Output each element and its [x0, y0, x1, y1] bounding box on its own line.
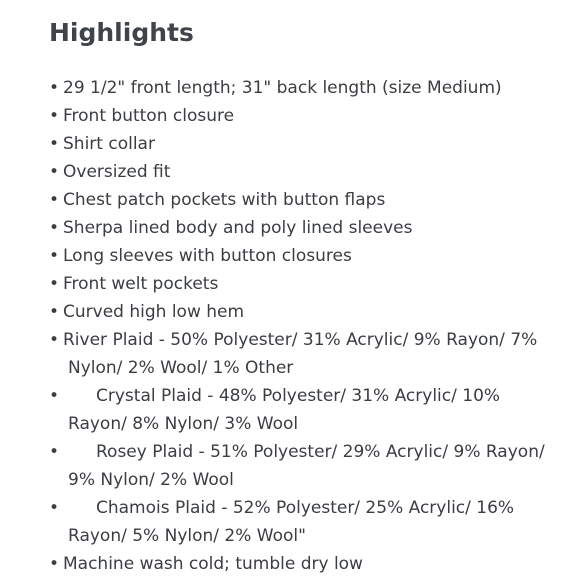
bullet: • — [49, 246, 60, 266]
list-item — [49, 214, 569, 242]
item-text: Chamois Plaid - 52% Polyester/ 25% Acrylic/ 16% — [96, 498, 515, 518]
item-text-continued: 9% Nylon/ 2% Wool — [68, 470, 234, 490]
list-item — [49, 158, 569, 186]
list-item — [49, 186, 569, 214]
list-item — [49, 550, 569, 578]
item-text: River Plaid - 50% Polyester/ 31% Acrylic/ 9% Rayon/ 7% — [63, 330, 538, 350]
bullet: • — [49, 554, 60, 574]
item-text: Shirt collar — [63, 134, 155, 154]
list-item — [49, 242, 569, 270]
section-title: Highlights — [49, 18, 194, 47]
bullet: • — [49, 134, 60, 154]
item-text: 29 1/2" front length; 31" back length (size Medium) — [63, 78, 502, 98]
list-item — [49, 270, 569, 298]
list-item — [49, 102, 569, 130]
bullet: • — [49, 190, 60, 210]
bullet: • — [49, 442, 60, 462]
bullet: • — [49, 386, 60, 406]
list-item — [49, 494, 569, 550]
list-item — [49, 74, 569, 102]
bullet: • — [49, 498, 60, 518]
bullet: • — [49, 162, 60, 182]
item-text: Curved high low hem — [63, 302, 245, 322]
bullet: • — [49, 78, 60, 98]
list-item — [49, 438, 569, 494]
bullet: • — [49, 274, 60, 294]
item-text: Front welt pockets — [63, 274, 219, 294]
bullet: • — [49, 106, 60, 126]
bullet: • — [49, 330, 60, 350]
item-text: Chest patch pockets with button flaps — [63, 190, 386, 210]
list-item — [49, 130, 569, 158]
list-item — [49, 326, 569, 382]
item-text: Sherpa lined body and poly lined sleeves — [63, 218, 413, 238]
item-text: Oversized fit — [63, 162, 171, 182]
item-text: Rosey Plaid - 51% Polyester/ 29% Acrylic/ 9% Rayon/ — [96, 442, 545, 462]
bullet: • — [49, 302, 60, 322]
list-item — [49, 298, 569, 326]
item-text: Crystal Plaid - 48% Polyester/ 31% Acrylic/ 10% — [96, 386, 501, 406]
item-text: Long sleeves with button closures — [63, 246, 352, 266]
item-text-continued: Rayon/ 5% Nylon/ 2% Wool" — [68, 526, 306, 546]
item-text: Machine wash cold; tumble dry low — [63, 554, 363, 574]
item-text: Front button closure — [63, 106, 235, 126]
highlights-list — [49, 74, 569, 578]
list-item — [49, 382, 569, 438]
bullet: • — [49, 218, 60, 238]
item-text-continued: Nylon/ 2% Wool/ 1% Other — [68, 358, 294, 378]
item-text-continued: Rayon/ 8% Nylon/ 3% Wool — [68, 414, 299, 434]
